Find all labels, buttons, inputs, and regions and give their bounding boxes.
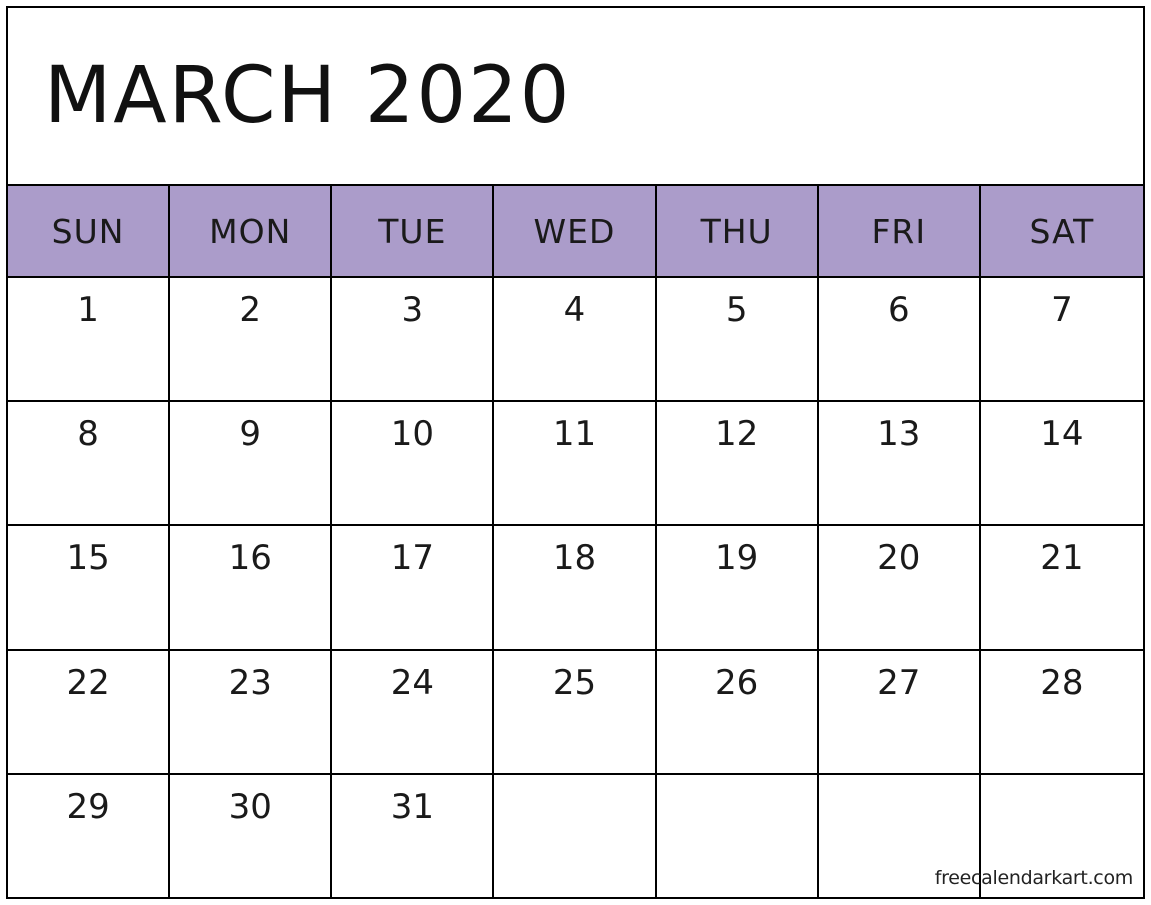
day-cell xyxy=(170,402,332,524)
week-row xyxy=(8,651,1143,775)
day-cell-empty xyxy=(657,775,819,897)
day-number: 10 xyxy=(390,414,434,455)
day-number: 23 xyxy=(228,662,272,703)
day-number: 17 xyxy=(390,538,434,579)
day-cell xyxy=(657,402,819,524)
day-cell xyxy=(657,526,819,648)
day-cell xyxy=(819,402,981,524)
day-number: 4 xyxy=(563,290,586,330)
day-cell xyxy=(981,402,1143,524)
day-cell xyxy=(170,775,332,897)
day-number: 21 xyxy=(1040,538,1084,579)
week-row xyxy=(8,402,1143,526)
day-cell xyxy=(819,651,981,773)
day-number: 7 xyxy=(1051,290,1073,330)
calendar-grid xyxy=(6,6,1145,899)
day-number: 26 xyxy=(715,662,759,703)
weekday-label: WED xyxy=(533,211,616,251)
day-cell xyxy=(332,402,494,524)
day-cell xyxy=(170,651,332,773)
weekday-header-sat xyxy=(981,186,1143,276)
day-cell xyxy=(170,526,332,648)
day-cell xyxy=(981,278,1143,400)
week-row xyxy=(8,526,1143,650)
day-number: 19 xyxy=(715,538,759,579)
day-cell xyxy=(332,278,494,400)
day-number: 13 xyxy=(877,414,921,455)
calendar-title-bar xyxy=(8,8,1143,186)
day-cell xyxy=(494,402,656,524)
day-cell xyxy=(332,526,494,648)
day-cell xyxy=(819,278,981,400)
day-cell xyxy=(657,651,819,773)
weekday-label: FRI xyxy=(871,211,927,251)
day-number: 30 xyxy=(228,786,272,827)
weekday-header-sun xyxy=(8,186,170,276)
calendar-weeks xyxy=(8,278,1143,897)
day-number: 29 xyxy=(66,786,110,827)
day-number: 6 xyxy=(887,290,910,330)
week-row xyxy=(8,278,1143,402)
day-number: 28 xyxy=(1040,662,1084,703)
weekday-label: MON xyxy=(209,211,292,251)
page-title: MARCH 2020 xyxy=(44,51,572,141)
weekday-header-thu xyxy=(657,186,819,276)
day-cell xyxy=(819,526,981,648)
day-cell xyxy=(494,651,656,773)
day-cell xyxy=(494,278,656,400)
day-number: 9 xyxy=(239,414,262,455)
day-cell xyxy=(8,526,170,648)
day-number: 24 xyxy=(390,662,434,703)
day-number: 2 xyxy=(239,290,262,330)
day-number: 15 xyxy=(66,538,110,579)
day-cell xyxy=(8,402,170,524)
day-number: 31 xyxy=(390,786,434,827)
day-cell xyxy=(8,278,170,400)
day-cell xyxy=(170,278,332,400)
day-number: 16 xyxy=(228,538,272,579)
weekday-label: SAT xyxy=(1029,211,1095,251)
day-number: 27 xyxy=(877,662,921,703)
day-number: 18 xyxy=(552,538,597,579)
day-cell xyxy=(332,775,494,897)
day-number: 25 xyxy=(552,662,597,703)
weekday-header-row xyxy=(8,186,1143,278)
day-number: 5 xyxy=(725,290,748,330)
day-number: 14 xyxy=(1040,414,1084,455)
weekday-label: THU xyxy=(700,211,773,251)
day-number: 8 xyxy=(77,414,99,455)
day-cell xyxy=(981,651,1143,773)
day-cell-empty xyxy=(494,775,656,897)
weekday-header-tue xyxy=(332,186,494,276)
weekday-header-mon xyxy=(170,186,332,276)
day-cell xyxy=(332,651,494,773)
day-number: 1 xyxy=(77,290,99,330)
watermark: freecalendarkart.com xyxy=(934,867,1133,889)
day-cell xyxy=(8,775,170,897)
day-cell xyxy=(657,278,819,400)
weekday-header-fri xyxy=(819,186,981,276)
day-cell xyxy=(981,526,1143,648)
weekday-label: TUE xyxy=(378,211,447,251)
weekday-label: SUN xyxy=(51,211,125,251)
day-number: 22 xyxy=(66,662,110,703)
day-number: 11 xyxy=(552,414,597,455)
day-number: 12 xyxy=(715,414,759,455)
day-number: 20 xyxy=(877,538,921,579)
day-cell xyxy=(494,526,656,648)
day-cell xyxy=(8,651,170,773)
day-number: 3 xyxy=(401,290,424,330)
weekday-header-wed xyxy=(494,186,656,276)
